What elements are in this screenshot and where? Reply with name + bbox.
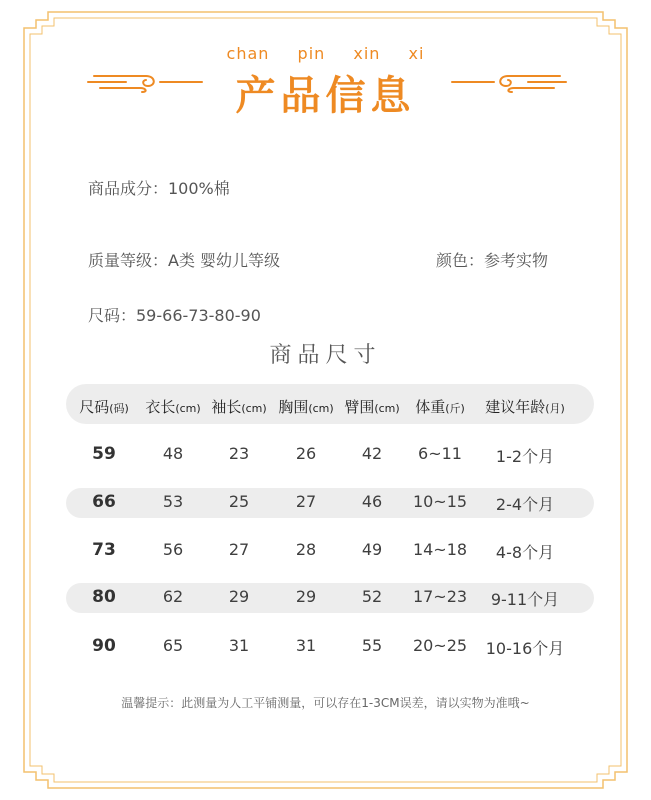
column-header (145, 396, 200, 417)
column-header-unit: (斤) (445, 402, 465, 415)
column-header (485, 396, 565, 417)
column-header-name: 建议年龄 (485, 398, 546, 416)
composition-text: 商品成分：100%棉 (88, 179, 230, 198)
table-cell: 14~18 (412, 540, 468, 559)
table-cell: 31 (228, 636, 250, 655)
table-cell: 6~11 (418, 444, 462, 463)
table-cell: 27 (228, 540, 250, 559)
quality-grade-text: 质量等级：A类 婴幼儿等级 (88, 251, 281, 270)
table-cell: 56 (162, 540, 184, 559)
table-cell: 28 (295, 540, 317, 559)
table-cell: 49 (361, 540, 383, 559)
table-cell: 10~15 (412, 492, 468, 511)
column-header (79, 396, 129, 417)
table-cell: 27 (295, 492, 317, 511)
column-header-name: 尺码 (79, 398, 110, 416)
size-value-cell: 59 (92, 444, 116, 464)
sizes-text: 尺码：59-66-73-80-90 (88, 306, 261, 325)
measurement-note: 温馨提示：此测量为人工平铺测量，可以存在1-3CM误差，请以实物为准哦~ (121, 696, 530, 710)
column-header (344, 396, 399, 417)
table-cell: 52 (361, 587, 383, 606)
page-title: 产品信息 (235, 73, 416, 119)
column-header-unit: (cm) (175, 402, 201, 415)
table-cell: 23 (228, 444, 250, 463)
size-value-cell: 73 (92, 540, 116, 560)
column-header (415, 396, 465, 417)
size-value-cell: 80 (92, 587, 116, 607)
table-cell: 25 (228, 492, 250, 511)
size-section-title: 商品尺寸 (269, 343, 382, 368)
table-cell: 9-11个月 (490, 590, 560, 609)
table-cell: 2-4个月 (495, 495, 555, 514)
pinyin-xi: xi (408, 44, 425, 63)
column-header (278, 396, 333, 417)
pinyin-xin: xin (353, 44, 381, 63)
table-cell: 17~23 (412, 587, 468, 606)
pinyin-chan: chan (226, 44, 270, 63)
table-cell: 62 (162, 587, 184, 606)
column-header-unit: (码) (109, 402, 129, 415)
column-header-name: 臂围 (344, 398, 375, 416)
size-value-cell: 66 (92, 492, 116, 512)
column-header-name: 衣长 (145, 398, 176, 416)
table-cell: 26 (295, 444, 317, 463)
table-cell: 53 (162, 492, 184, 511)
table-cell: 1-2个月 (495, 447, 555, 466)
table-cell: 29 (295, 587, 317, 606)
color-text: 颜色：参考实物 (436, 251, 549, 270)
table-cell: 65 (162, 636, 184, 655)
column-header (211, 396, 266, 417)
column-header-unit: (月) (545, 402, 565, 415)
pinyin-pin: pin (297, 44, 326, 63)
table-cell: 42 (361, 444, 383, 463)
column-header-unit: (cm) (374, 402, 400, 415)
column-header-name: 胸围 (278, 398, 309, 416)
table-cell: 31 (295, 636, 317, 655)
size-value-cell: 90 (92, 636, 116, 656)
table-cell: 55 (361, 636, 383, 655)
table-cell: 29 (228, 587, 250, 606)
table-cell: 10-16个月 (485, 639, 565, 658)
column-header-name: 体重 (415, 398, 446, 416)
column-header-unit: (cm) (308, 402, 334, 415)
column-header-unit: (cm) (241, 402, 267, 415)
table-cell: 48 (162, 444, 184, 463)
table-cell: 46 (361, 492, 383, 511)
column-header-name: 袖长 (211, 398, 242, 416)
table-cell: 4-8个月 (495, 543, 555, 562)
table-cell: 20~25 (412, 636, 468, 655)
